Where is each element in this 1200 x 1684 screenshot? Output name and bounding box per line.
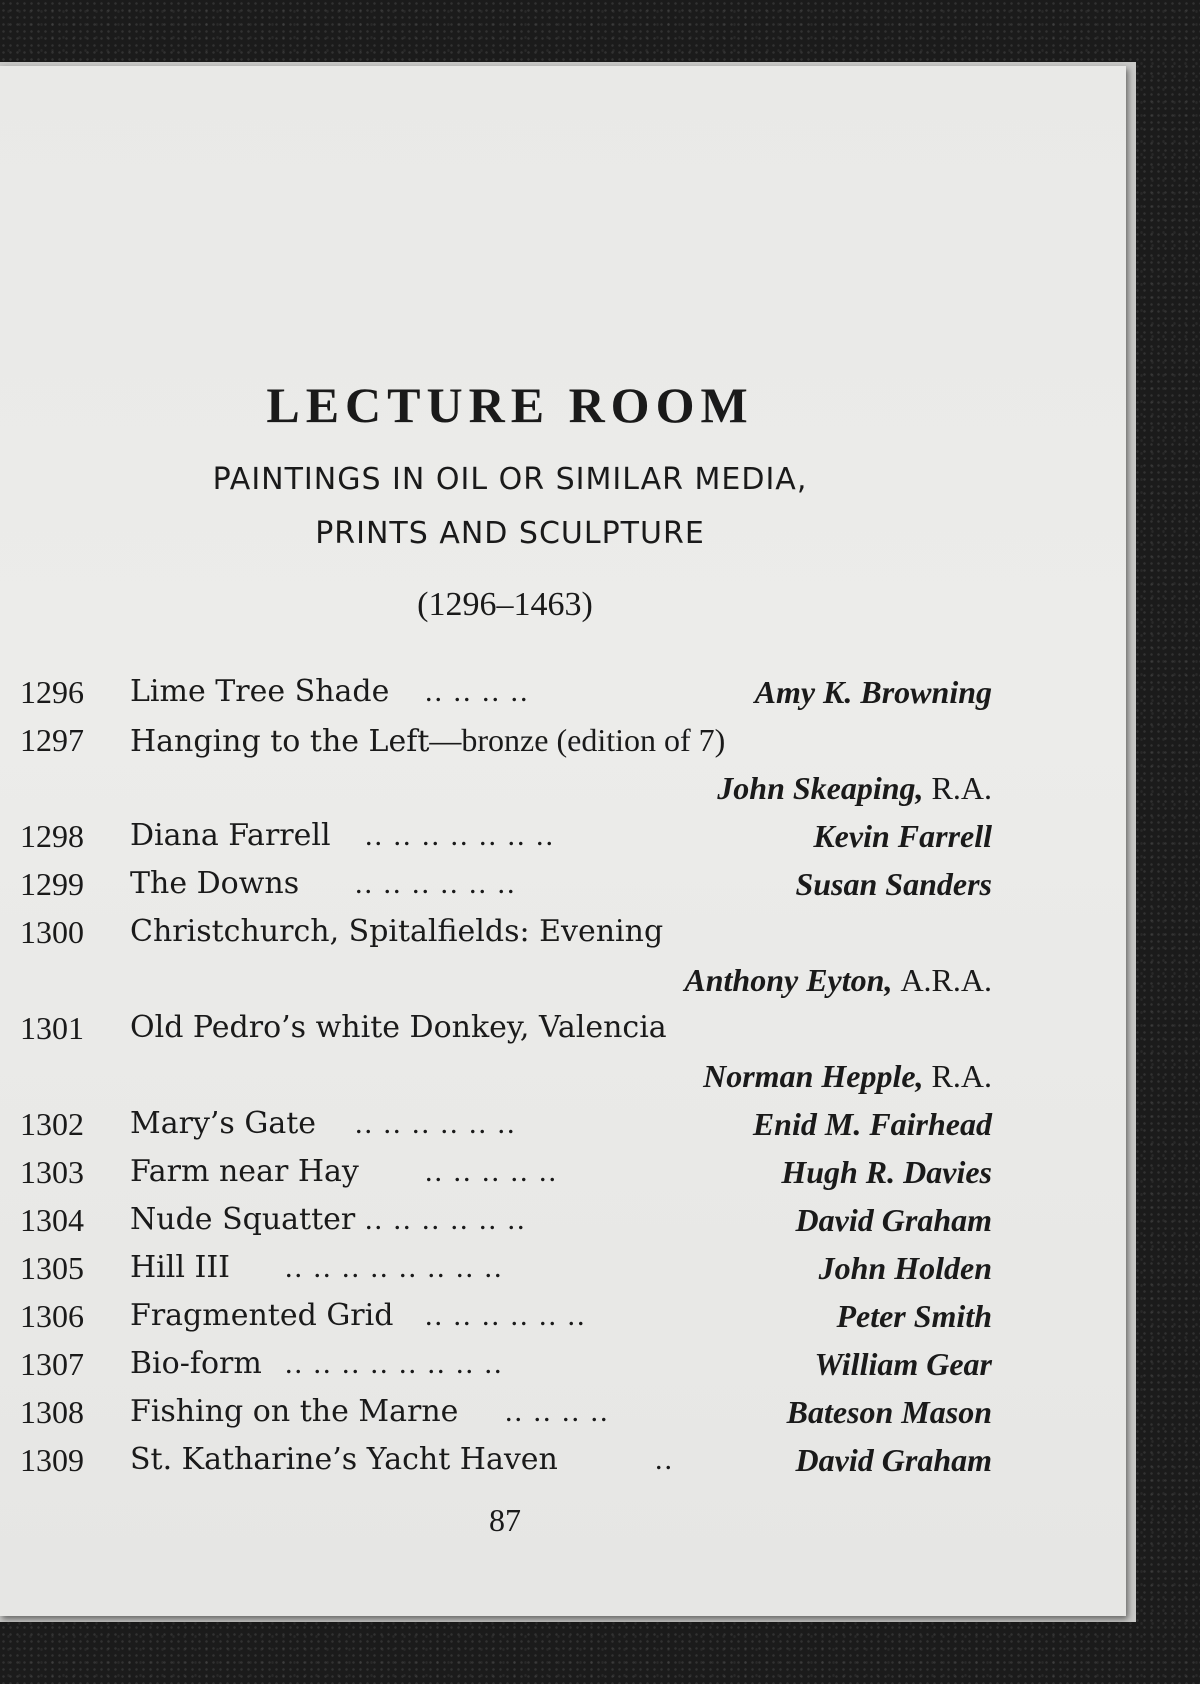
leader-dots: ..	[655, 1443, 674, 1476]
artist-name: Susan Sanders	[795, 866, 992, 902]
list-item	[20, 1388, 992, 1436]
list-item-continuation	[20, 764, 992, 812]
list-item	[20, 668, 992, 716]
list-item-continuation	[20, 956, 992, 1004]
catalogue-page	[0, 66, 1126, 1616]
work-title: Fishing on the Marne	[130, 1394, 459, 1429]
work-title: Hill III	[130, 1250, 231, 1285]
artist-name	[684, 956, 992, 1004]
artist-honour: R.A.	[931, 1058, 992, 1094]
catalogue-number: 1302	[20, 1106, 84, 1142]
catalogue-number: 1301	[20, 1010, 84, 1046]
list-item	[20, 908, 992, 956]
work-title: Christchurch, Spitalfields: Evening	[130, 914, 664, 949]
subtitle-line-2: PRINTS AND SCULPTURE	[315, 516, 705, 551]
list-item-continuation	[20, 1052, 992, 1100]
artist-name: Kevin Farrell	[813, 818, 992, 854]
work-title: Nude Squatter	[130, 1202, 356, 1237]
leader-dots: .. .. .. .. .. ..	[365, 1203, 527, 1236]
leader-dots: .. .. .. ..	[505, 1395, 610, 1428]
catalogue-range: (1296–1463)	[417, 586, 593, 623]
catalogue-number: 1306	[20, 1298, 84, 1334]
artist-name	[717, 764, 992, 812]
leader-dots: .. .. .. .. .. .. ..	[365, 819, 555, 852]
artist-name: David Graham	[795, 1202, 992, 1238]
work-title	[130, 716, 725, 766]
list-item	[20, 1148, 992, 1196]
artist-name: Peter Smith	[836, 1298, 992, 1334]
work-title-detail: —bronze (edition of 7)	[429, 722, 726, 758]
artist-name: William Gear	[814, 1346, 992, 1382]
list-item	[20, 1436, 992, 1484]
work-title: Farm near Hay	[130, 1154, 359, 1189]
leader-dots: .. .. .. .. .. ..	[355, 867, 517, 900]
work-title: The Downs	[130, 866, 300, 901]
list-item	[20, 1196, 992, 1244]
work-title: Diana Farrell	[130, 818, 331, 853]
catalogue-number: 1298	[20, 818, 84, 854]
catalogue-number: 1299	[20, 866, 84, 902]
list-item	[20, 1004, 992, 1052]
list-item	[20, 812, 992, 860]
artist-name: John Holden	[818, 1250, 992, 1286]
artist-name: Hugh R. Davies	[781, 1154, 992, 1190]
artist-name: David Graham	[795, 1442, 992, 1478]
artist-name-text: John Skeaping,	[717, 770, 924, 806]
catalogue-number: 1300	[20, 914, 84, 950]
work-title: Mary’s Gate	[130, 1106, 317, 1141]
catalogue-number: 1297	[20, 722, 84, 758]
artist-honour: R.A.	[931, 770, 992, 806]
artist-name: Enid M. Fairhead	[752, 1106, 992, 1142]
work-title: Lime Tree Shade	[130, 674, 390, 709]
work-title-main: Hanging to the Left	[130, 724, 430, 759]
artist-name-text: Norman Hepple,	[703, 1058, 924, 1094]
leader-dots: .. .. .. .. .. .. .. ..	[285, 1347, 504, 1380]
leader-dots: .. .. .. .. .. .. .. ..	[285, 1251, 504, 1284]
work-title: Old Pedro’s white Donkey, Valencia	[130, 1010, 667, 1045]
work-title: St. Katharine’s Yacht Haven	[130, 1442, 558, 1477]
page-number: 87	[489, 1502, 521, 1538]
list-item	[20, 1292, 992, 1340]
list-item	[20, 860, 992, 908]
catalogue-number: 1309	[20, 1442, 84, 1478]
catalogue-number: 1307	[20, 1346, 84, 1382]
list-item	[20, 1100, 992, 1148]
artist-name: Bateson Mason	[786, 1394, 992, 1430]
work-title: Bio-form	[130, 1346, 262, 1381]
catalogue-number: 1305	[20, 1250, 84, 1286]
page-title: LECTURE ROOM	[266, 377, 754, 433]
list-item	[20, 716, 992, 764]
leader-dots: .. .. .. .. .. ..	[355, 1107, 517, 1140]
catalogue-number: 1304	[20, 1202, 84, 1238]
subtitle-line-1: PAINTINGS IN OIL OR SIMILAR MEDIA,	[212, 462, 808, 497]
catalogue-list	[20, 668, 992, 1484]
artist-name	[703, 1052, 992, 1100]
catalogue-number: 1308	[20, 1394, 84, 1430]
artist-honour: A.R.A.	[900, 962, 992, 998]
list-item	[20, 1340, 992, 1388]
artist-name-text: Anthony Eyton,	[684, 962, 893, 998]
work-title: Fragmented Grid	[130, 1298, 394, 1333]
catalogue-number: 1296	[20, 674, 84, 710]
leader-dots: .. .. .. .. .. ..	[425, 1299, 587, 1332]
leader-dots: .. .. .. .. ..	[425, 1155, 558, 1188]
artist-name: Amy K. Browning	[754, 674, 992, 710]
list-item	[20, 1244, 992, 1292]
leader-dots: .. .. .. ..	[425, 675, 530, 708]
catalogue-number: 1303	[20, 1154, 84, 1190]
